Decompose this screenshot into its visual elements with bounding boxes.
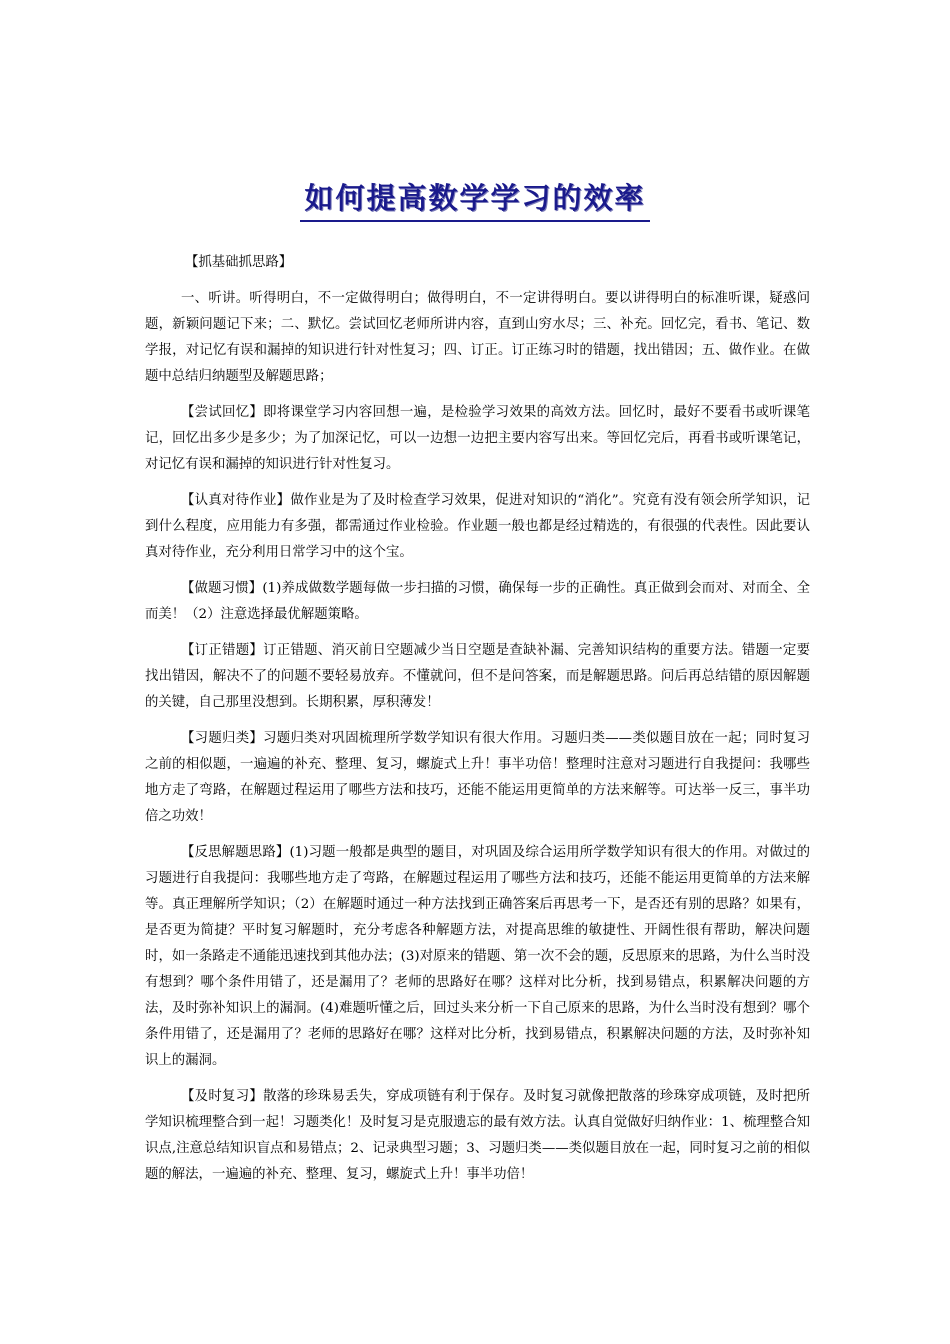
page-title: 如何提高数学学习的效率 <box>300 180 649 222</box>
document-body <box>145 250 810 1198</box>
paragraph-listening-steps: 一、听讲。听得明白，不一定做得明白；做得明白，不一定讲得明白。要以讲得明白的标准听课，疑惑问题，新颖问题记下来；二、默忆。尝试回忆老师所讲内容，直到山穷水尽；三、补充。回忆完，看书、笔记、数学报，对记忆有误和漏掉的知识进行针对性复习；四、订正。订正练习时的错题，找出错因；五、做作业。在做题中总结归纳题型及解题思路； <box>145 291 810 384</box>
paragraph-timely-review: 【及时复习】散落的珍珠易丢失，穿成项链有利于保存。及时复习就像把散落的珍珠穿成项链，及时把所学知识梳理整合到一起！习题类化！及时复习是克服遗忘的最有效方法。认真自觉做好归纳作业：1、梳理整合知识点,注意总结知识盲点和易错点；2、记录典型习题；3、习题归类——类似题目放在一起，同时复习之前的相似题的解法，一遍遍的补充、整理、复习，螺旋式上升！事半功倍！ <box>145 1089 810 1182</box>
paragraph-try-recall: 【尝试回忆】即将课堂学习内容回想一遍，是检验学习效果的高效方法。回忆时，最好不要看书或听课笔记，回忆出多少是多少；为了加深记忆，可以一边想一边把主要内容写出来。等回忆完后，再看书或听课笔记，对记忆有误和漏掉的知识进行针对性复习。 <box>145 405 810 472</box>
paragraph-classify-problems: 【习题归类】习题归类对巩固梳理所学数学知识有很大作用。习题归类——类似题目放在一起；同时复习之前的相似题，一遍遍的补充、整理、复习，螺旋式上升！事半功倍！整理时注意对习题进行自我提问：我哪些地方走了弯路，在解题过程运用了哪些方法和技巧，还能不能运用更简单的方法来解等。可达举一反三，事半功倍之功效！ <box>145 731 810 824</box>
paragraph-habits: 【做题习惯】(1)养成做数学题每做一步扫描的习惯，确保每一步的正确性。真正做到会而对、对而全、全而美！（2）注意选择最优解题策略。 <box>145 581 810 622</box>
paragraph-reflect-approach: 【反思解题思路】(1)习题一般都是典型的题目，对巩固及综合运用所学数学知识有很大的作用。对做过的习题进行自我提问：我哪些地方走了弯路，在解题过程运用了哪些方法和技巧，还能不能运用更简单的方法来解等。真正理解所学知识；（2）在解题时通过一种方法找到正确答案后再思考一下，是否还有别的思路？如果有，是否更为简捷？平时复习解题时，充分考虑各种解题方法，对提高思维的敏捷性、开阔性很有帮助，解决问题时，如一条路走不通能迅速找到其他办法；(3)对原来的错题、第一次不会的题，反思原来的思路，为什么当时没有想到？哪个条件用错了，还是漏用了？老师的思路好在哪？这样对比分析，找到易错点，积累解决问题的方法，及时弥补知识上的漏洞。(4)难题听懂之后，回过头来分析一下自己原来的思路，为什么当时没有想到？哪个条件用错了，还是漏用了？老师的思路好在哪？这样对比分析，找到易错点，积累解决问题的方法，及时弥补知识上的漏洞。 <box>145 845 810 1068</box>
title-container <box>0 180 950 222</box>
paragraph-correct-errors: 【订正错题】订正错题、消灭前日空题减少当日空题是查缺补漏、完善知识结构的重要方法。错题一定要找出错因，解决不了的问题不要轻易放弃。不懂就问，但不是问答案，而是解题思路。问后再总结错的原因解题的关键，自己那里没想到。长期积累，厚积薄发！ <box>145 643 810 710</box>
paragraph-homework: 【认真对待作业】做作业是为了及时检查学习效果，促进对知识的“消化”。究竟有没有领会所学知识，记到什么程度，应用能力有多强，都需通过作业检验。作业题一般也都是经过精选的，有很强的代表性。因此要认真对待作业，充分利用日常学习中的这个宝。 <box>145 493 810 560</box>
section-heading: 【抓基础抓思路】 <box>185 255 293 270</box>
